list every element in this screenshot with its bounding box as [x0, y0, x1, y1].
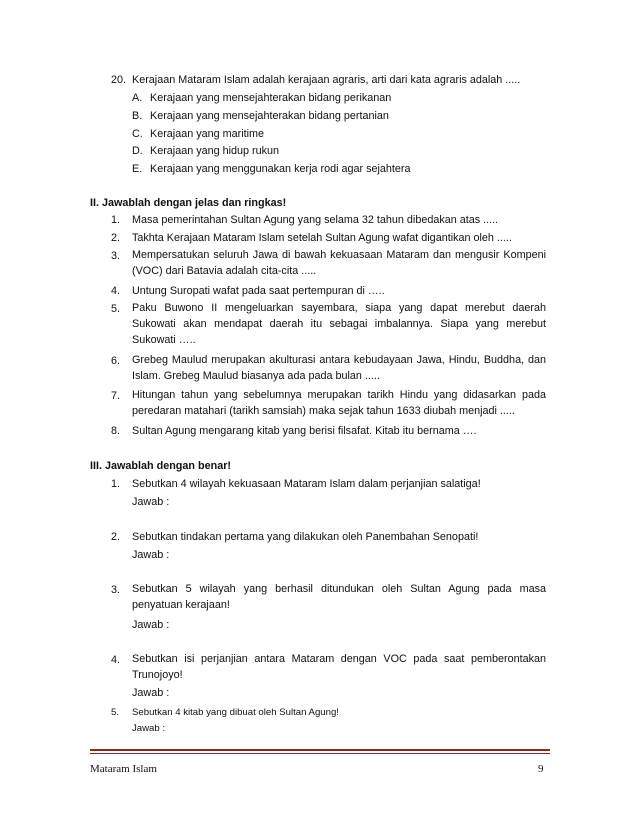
option-text: Kerajaan yang maritime: [150, 128, 265, 140]
item-number: 6.: [111, 355, 121, 367]
item-number: 4.: [111, 654, 121, 666]
item-text: Hitungan tahun yang sebelumnya merupakan tarikh Hindu yang didasarkan pada peredaran matahari (tarikh samsiah) maka sejak tahun 1633 diubah menjadi .....: [132, 389, 546, 417]
section-heading: II. Jawablah dengan jelas dan ringkas!: [90, 197, 287, 209]
section-heading: III. Jawablah dengan benar!: [90, 460, 231, 472]
option-text: Kerajaan yang mensejahterakan bidang pertanian: [150, 110, 389, 122]
item-text: Takhta Kerajaan Mataram Islam setelah Sultan Agung wafat digantikan oleh .....: [132, 232, 512, 244]
option-letter: B.: [132, 110, 143, 122]
item-number: 1.: [111, 214, 121, 226]
option-text: Kerajaan yang hidup rukun: [150, 145, 280, 157]
item-text: Untung Suropati wafat pada saat pertempuran di …..: [132, 285, 385, 297]
option-letter: D.: [132, 145, 143, 157]
answer-label: Jawab :: [132, 496, 170, 508]
option-text: Kerajaan yang menggunakan kerja rodi agar sejahtera: [150, 163, 411, 175]
item-number: 8.: [111, 425, 121, 437]
item-number: 7.: [111, 390, 121, 402]
item-text: Masa pemerintahan Sultan Agung yang selama 32 tahun dibedakan atas .....: [132, 214, 499, 226]
footer-title: Mataram Islam: [90, 763, 157, 775]
answer-label: Jawab :: [132, 723, 166, 734]
item-text: Sultan Agung mengarang kitab yang berisi filsafat. Kitab itu bernama ….: [132, 425, 477, 437]
footer-rule: [90, 749, 550, 751]
item-number: 5.: [111, 303, 121, 315]
question-number: 20.: [111, 74, 127, 86]
item-text: Mempersatukan seluruh Jawa di bawah kekuasaan Mataram dan mengusir Kompeni (VOC) dari Batavia adalah cita-cita .....: [132, 249, 546, 277]
page-number: 9: [538, 763, 544, 775]
item-number: 3.: [111, 584, 121, 596]
question-text: Kerajaan Mataram Islam adalah kerajaan agraris, arti dari kata agraris adalah .....: [132, 74, 521, 86]
item-number: 5.: [111, 707, 120, 718]
item-text: Sebutkan isi perjanjian antara Mataram dengan VOC pada saat pemberontakan Trunojoyo!: [132, 653, 546, 681]
footer-rule-thin: [90, 753, 550, 754]
option-letter: C.: [132, 128, 143, 140]
item-text: Sebutkan 5 wilayah yang berhasil ditundukan oleh Sultan Agung pada masa penyatuan kerajaan!: [132, 583, 546, 611]
item-text: Sebutkan tindakan pertama yang dilakukan oleh Panembahan Senopati!: [132, 531, 479, 543]
item-text: Sebutkan 4 wilayah kekuasaan Mataram Islam dalam perjanjian salatiga!: [132, 478, 481, 490]
answer-label: Jawab :: [132, 619, 170, 631]
item-number: 4.: [111, 285, 121, 297]
item-number: 1.: [111, 478, 121, 490]
item-text: Grebeg Maulud merupakan akulturasi antara kebudayaan Jawa, Hindu, Buddha, dan Islam. Grebeg Maulud biasanya ada pada bulan .....: [132, 354, 546, 382]
answer-label: Jawab :: [132, 687, 170, 699]
answer-label: Jawab :: [132, 549, 170, 561]
item-number: 2.: [111, 531, 121, 543]
item-number: 2.: [111, 232, 121, 244]
item-number: 3.: [111, 250, 121, 262]
item-text: Paku Buwono II mengeluarkan sayembara, siapa yang dapat merebut daerah Sukowati akan mendapat daerah itu sebagai imbalannya. Siapa yang merebut Sukowati …..: [132, 302, 546, 346]
item-text: Sebutkan 4 kitab yang dibuat oleh Sultan Agung!: [132, 707, 339, 718]
option-letter: E.: [132, 163, 143, 175]
option-text: Kerajaan yang mensejahterakan bidang perikanan: [150, 92, 392, 104]
option-letter: A.: [132, 92, 143, 104]
